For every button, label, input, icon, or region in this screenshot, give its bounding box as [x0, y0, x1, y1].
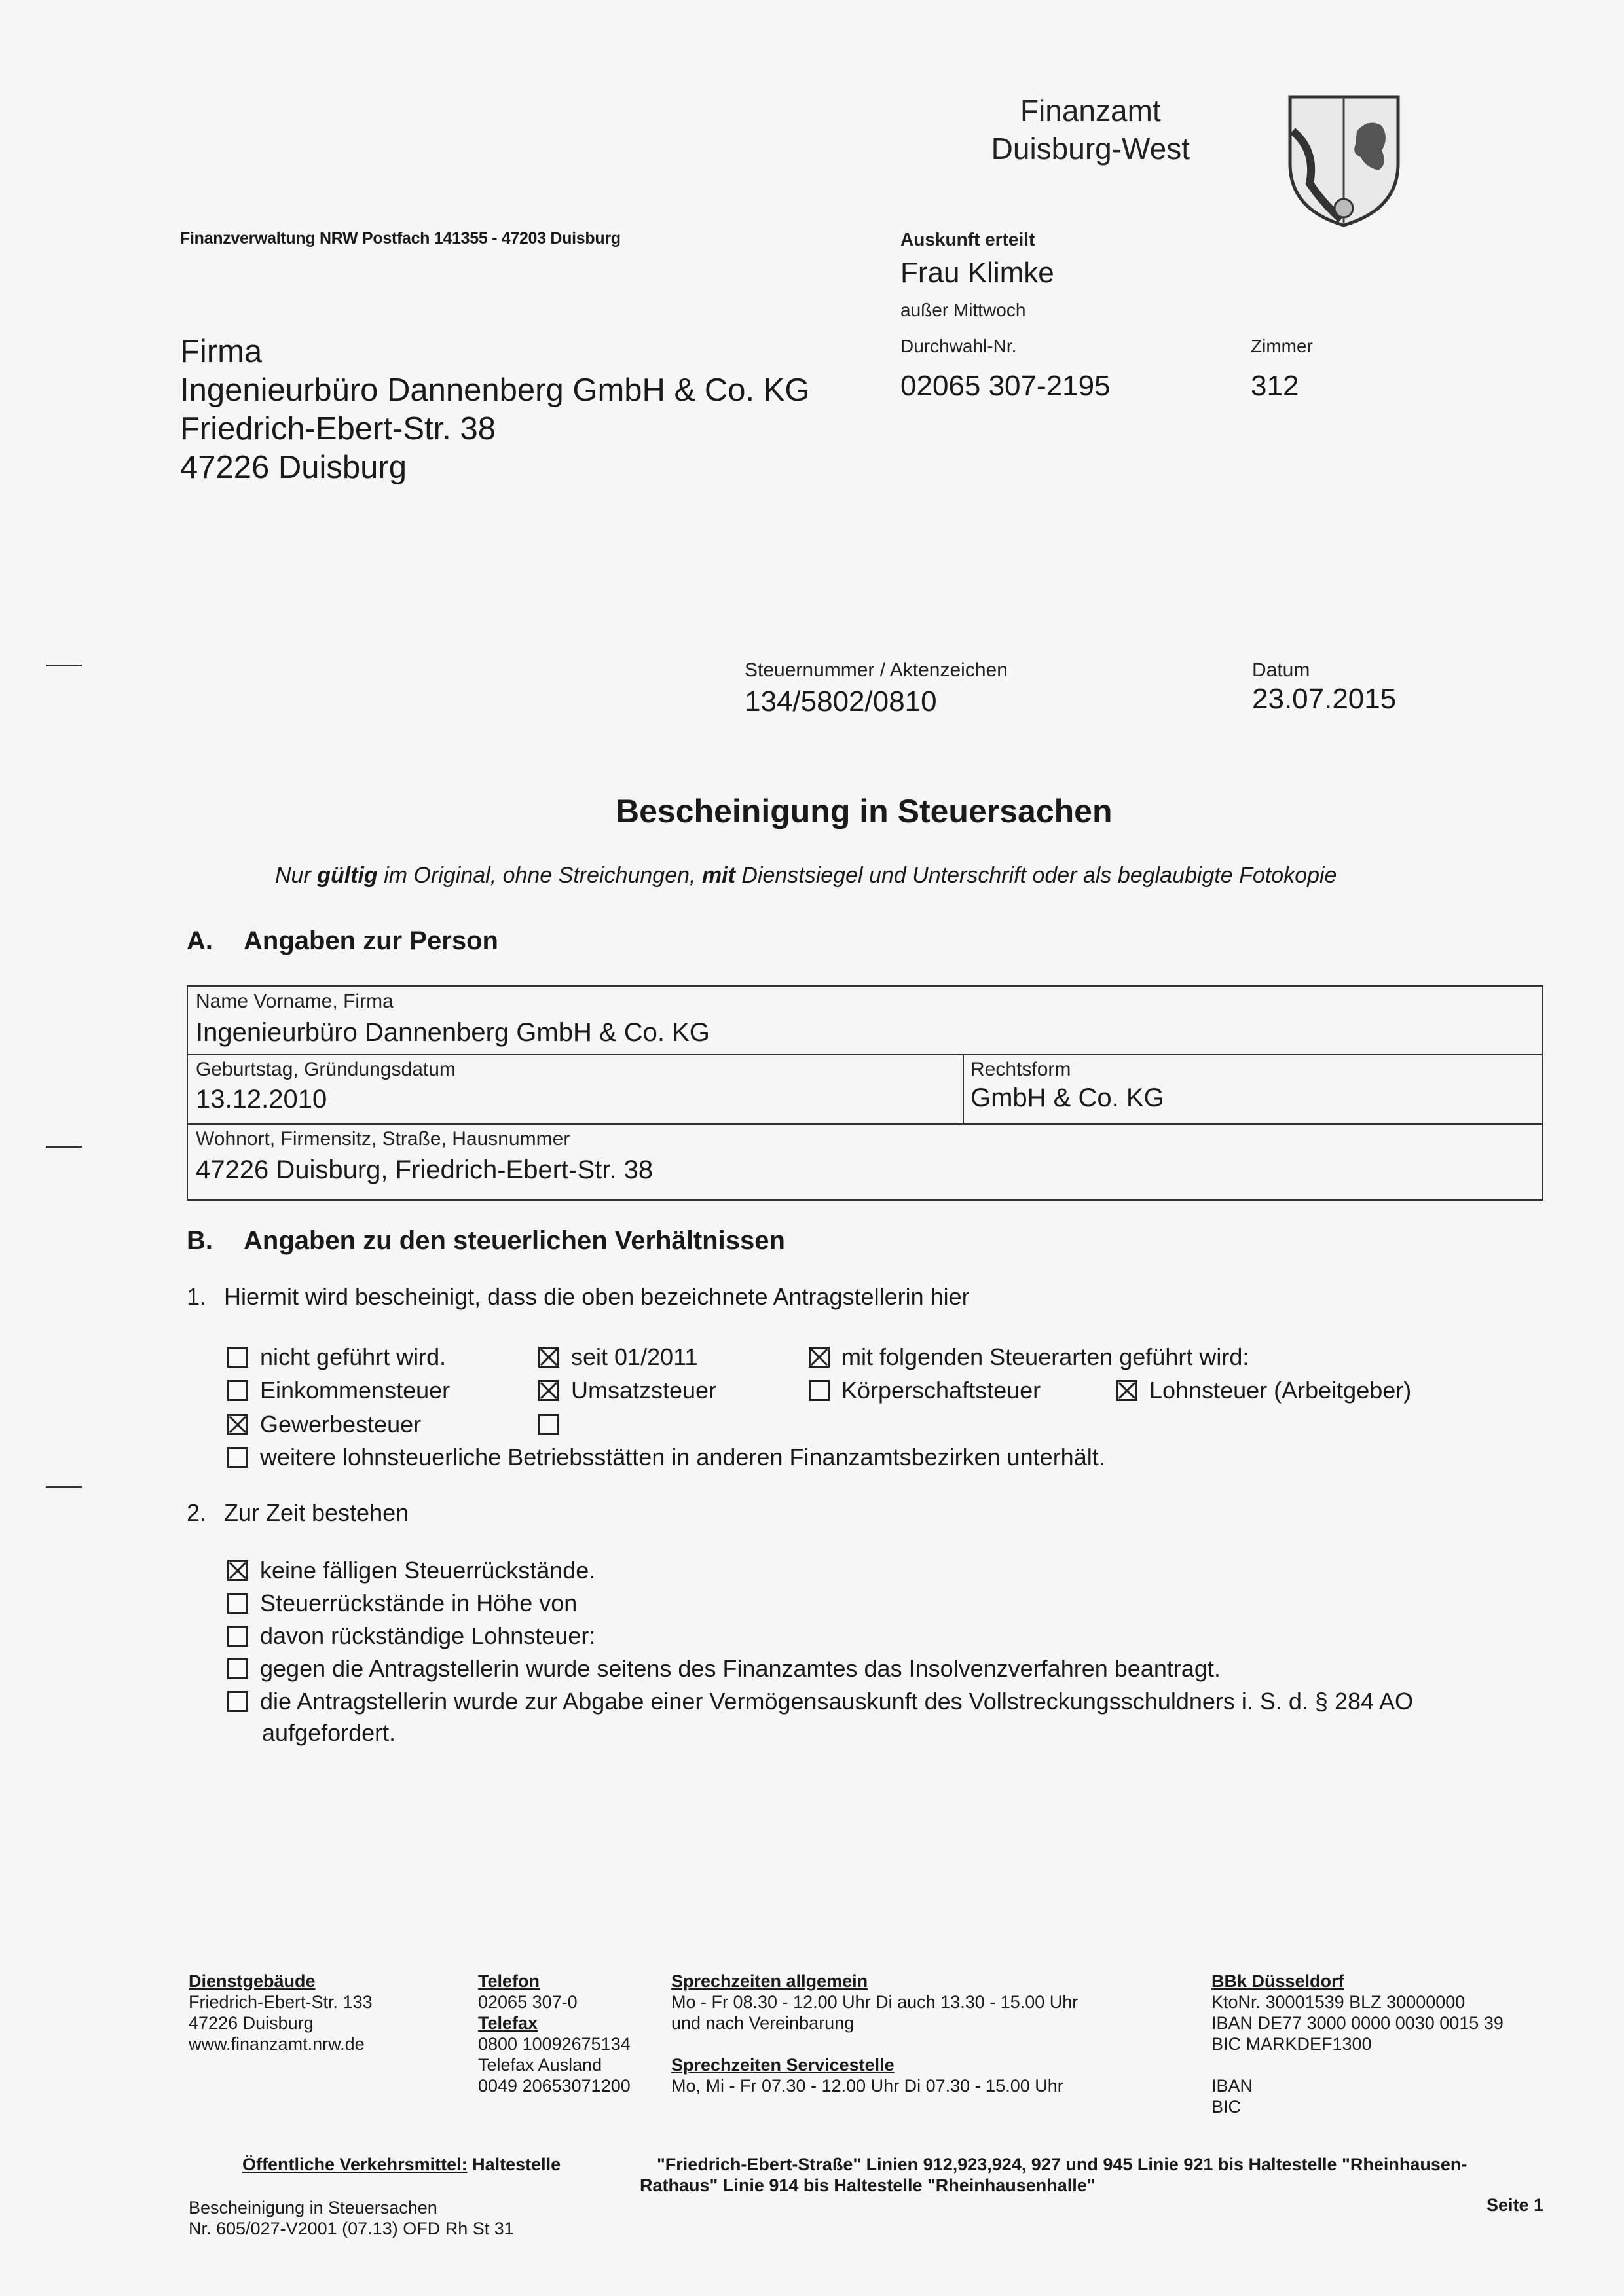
durchwahl-value: 02065 307-2195: [900, 370, 1111, 402]
option-nicht-gefuehrt[interactable]: [227, 1343, 446, 1371]
datum-value: 23.07.2015: [1252, 683, 1397, 715]
validity-emphasis: mit: [701, 863, 735, 888]
checkbox[interactable]: [227, 1593, 248, 1614]
checkbox-checked[interactable]: [227, 1414, 248, 1435]
item-2-number: 2.: [187, 1499, 207, 1526]
validity-text: im Original, ohne Streichungen,: [377, 863, 702, 888]
recipient-address: [180, 333, 809, 487]
option-label: keine fälligen Steuerrückstände.: [260, 1557, 596, 1584]
recipient-line: Firma: [180, 334, 263, 369]
sender-line: Finanzverwaltung NRW Postfach 141355 - 47203 Duisburg: [180, 229, 621, 247]
form-number: Nr. 605/027-V2001 (07.13) OFD Rh St 31: [189, 2219, 514, 2238]
footer-bank: [1211, 1971, 1504, 2117]
footer-building: [189, 1971, 373, 2054]
validity-text: Dienstsiegel und Unterschrift oder als beglaubigte Fotokopie: [735, 863, 1337, 888]
option-seit[interactable]: [538, 1343, 697, 1371]
nrw-coat-of-arms-icon: [1283, 92, 1405, 229]
checkbox[interactable]: [227, 1347, 248, 1368]
option-label: nicht geführt wird.: [260, 1343, 447, 1370]
footer-bic-label: BIC: [1211, 2097, 1242, 2117]
section-a-letter: A.: [187, 926, 213, 955]
checkbox[interactable]: [227, 1691, 248, 1712]
zimmer-label: Zimmer: [1251, 336, 1313, 356]
footer-phone-value: 02065 307-0: [478, 1992, 578, 2012]
steuernummer-label: Steuernummer / Aktenzeichen: [745, 659, 1008, 681]
option-label: davon rückständige Lohnsteuer:: [260, 1622, 596, 1649]
option-lohnsteuer[interactable]: [1116, 1377, 1411, 1404]
form-id: [189, 2197, 514, 2239]
footer-fax-abroad-label: Telefax Ausland: [478, 2055, 602, 2075]
fold-mark: [46, 665, 82, 666]
option-gewerbesteuer[interactable]: [227, 1411, 421, 1438]
section-b-letter: B.: [187, 1226, 213, 1255]
name-value: Ingenieurbüro Dannenberg GmbH & Co. KG: [196, 1018, 710, 1047]
option-label: Einkommensteuer: [260, 1377, 451, 1404]
durchwahl-label: Durchwahl-Nr.: [900, 336, 1017, 356]
option-label: die Antragstellerin wurde zur Abgabe einer Vermögensauskunft des Vollstreckungsschuldners i. S. d. § 284 AO: [260, 1688, 1414, 1715]
option-vermoegensauskunft[interactable]: [227, 1688, 1413, 1715]
fold-mark: [46, 1486, 82, 1488]
validity-note: [275, 863, 1337, 888]
footer-fax-title: Telefax: [478, 2013, 538, 2033]
bleed-through-text: [773, 210, 779, 235]
divider: [188, 1123, 1542, 1125]
option-label: mit folgenden Steuerarten geführt wird:: [841, 1343, 1249, 1370]
availability-note: außer Mittwoch: [900, 300, 1026, 320]
option-lohnsteuer-rueckstand[interactable]: [227, 1622, 595, 1650]
recipient-line: 47226 Duisburg: [180, 450, 407, 485]
option-insolvenzverfahren[interactable]: [227, 1655, 1221, 1683]
option-keine-rueckstaende[interactable]: [227, 1557, 595, 1584]
checkbox-checked[interactable]: [538, 1347, 559, 1368]
person-details-box: [187, 985, 1543, 1201]
checkbox[interactable]: [809, 1380, 830, 1401]
option-empty[interactable]: [538, 1411, 571, 1438]
item-1-text: Hiermit wird bescheinigt, dass die oben bezeichnete Antragstellerin hier: [224, 1283, 970, 1310]
checkbox-checked[interactable]: [538, 1380, 559, 1401]
tax-office-line1: Finanzamt: [1020, 94, 1161, 128]
option-label: seit 01/2011: [571, 1343, 698, 1370]
rechtsform-value: GmbH & Co. KG: [970, 1084, 1164, 1112]
footer-hours-line: Mo - Fr 08.30 - 12.00 Uhr Di auch 13.30 - 15.00 Uhr: [671, 1992, 1079, 2012]
footer-service-title: Sprechzeiten Servicestelle: [671, 2055, 895, 2075]
address-label: Wohnort, Firmensitz, Straße, Hausnummer: [196, 1128, 570, 1150]
option-label: weitere lohnsteuerliche Betriebsstätten in anderen Finanzamtsbezirken unterhält.: [260, 1444, 1105, 1470]
footer-phone: [478, 1971, 631, 2096]
divider: [188, 1054, 1542, 1055]
spacer: [671, 2033, 1078, 2054]
steuernummer-value: 134/5802/0810: [745, 685, 937, 718]
footer-bank-line: KtoNr. 30001539 BLZ 30000000: [1211, 1992, 1466, 2012]
footer-bank-line: IBAN DE77 3000 0000 0030 0015 39: [1211, 2013, 1504, 2033]
checkbox[interactable]: [227, 1626, 248, 1647]
recipient-line: Ingenieurbüro Dannenberg GmbH & Co. KG: [180, 373, 810, 408]
option-einkommensteuer[interactable]: [227, 1377, 450, 1404]
option-koerperschaftsteuer[interactable]: [809, 1377, 1041, 1404]
checkbox-checked[interactable]: [809, 1347, 830, 1368]
checkbox[interactable]: [227, 1380, 248, 1401]
form-title: Bescheinigung in Steuersachen: [189, 2198, 437, 2217]
checkbox[interactable]: [227, 1447, 248, 1468]
birth-label: Geburtstag, Gründungsdatum: [196, 1059, 456, 1080]
auskunft-label: Auskunft erteilt: [900, 229, 1035, 249]
footer-fax-value: 0800 10092675134: [478, 2034, 631, 2054]
tax-office-name: [991, 92, 1190, 168]
option-steuerarten[interactable]: [809, 1343, 1249, 1371]
footer-bank-line: BIC MARKDEF1300: [1211, 2034, 1372, 2054]
item-1-number: 1.: [187, 1283, 207, 1310]
name-label: Name Vorname, Firma: [196, 991, 394, 1012]
footer-transit-lines-2: Rathaus" Linie 914 bis Haltestelle "Rheinhausenhalle": [640, 2176, 1096, 2195]
checkbox-checked[interactable]: [227, 1560, 248, 1581]
datum-label: Datum: [1252, 659, 1310, 681]
checkbox-checked[interactable]: [1116, 1380, 1137, 1401]
option-continuation: aufgefordert.: [262, 1719, 396, 1746]
zimmer-value: 312: [1251, 370, 1299, 402]
option-label: gegen die Antragstellerin wurde seitens des Finanzamtes das Insolvenzverfahren beantragt.: [260, 1655, 1221, 1682]
footer-transit-label: Öffentliche Verkehrsmittel:: [242, 2155, 468, 2174]
footer-iban-label: IBAN: [1211, 2076, 1253, 2096]
option-label: Umsatzsteuer: [571, 1377, 717, 1404]
address-value: 47226 Duisburg, Friedrich-Ebert-Str. 38: [196, 1156, 654, 1184]
footer-transit: [242, 2154, 561, 2175]
footer-website-link[interactable]: www.finanzamt.nrw.de: [189, 2034, 365, 2054]
footer-transit-stop: Haltestelle: [472, 2155, 561, 2174]
checkbox[interactable]: [538, 1414, 559, 1435]
spacer: [1211, 2054, 1504, 2075]
fold-mark: [46, 1146, 82, 1148]
footer-fax-abroad-value: 0049 20653071200: [478, 2076, 631, 2096]
option-label: Lohnsteuer (Arbeitgeber): [1149, 1377, 1412, 1404]
option-weitere-betriebsstaetten[interactable]: [227, 1444, 1105, 1471]
section-a-heading: Angaben zur Person: [244, 926, 498, 955]
rechtsform-label: Rechtsform: [970, 1059, 1071, 1080]
option-rueckstaende-hoehe[interactable]: [227, 1590, 577, 1617]
checkbox[interactable]: [227, 1658, 248, 1679]
validity-text: Nur: [275, 863, 318, 888]
footer-hours-title: Sprechzeiten allgemein: [671, 1971, 868, 1991]
footer-phone-title: Telefon: [478, 1971, 540, 1991]
footer-building-street: Friedrich-Ebert-Str. 133: [189, 1992, 373, 2012]
footer-hours-line: und nach Vereinbarung: [671, 2013, 855, 2033]
validity-emphasis: gültig: [317, 863, 378, 888]
footer-office-hours: [671, 1971, 1078, 2096]
section-b-heading: Angaben zu den steuerlichen Verhältnissen: [244, 1226, 785, 1255]
option-label: Steuerrückstände in Höhe von: [260, 1590, 578, 1616]
option-label: Körperschaftsteuer: [841, 1377, 1041, 1404]
option-label: Gewerbesteuer: [260, 1411, 422, 1438]
footer-bank-title: BBk Düsseldorf: [1211, 1971, 1344, 1991]
footer-transit-lines: "Friedrich-Ebert-Straße" Linien 912,923,924, 927 und 945 Linie 921 bis Haltestelle "Rheinhausen-: [657, 2155, 1467, 2174]
birth-value: 13.12.2010: [196, 1085, 327, 1114]
option-umsatzsteuer[interactable]: [538, 1377, 716, 1404]
tax-office-line2: Duisburg-West: [991, 132, 1190, 166]
footer-building-city: 47226 Duisburg: [189, 2013, 314, 2033]
divider: [963, 1054, 964, 1123]
recipient-line: Friedrich-Ebert-Str. 38: [180, 411, 496, 446]
document-title: Bescheinigung in Steuersachen: [616, 793, 1113, 829]
footer-building-title: Dienstgebäude: [189, 1971, 316, 1991]
auskunft-name: Frau Klimke: [900, 257, 1054, 289]
footer-service-line: Mo, Mi - Fr 07.30 - 12.00 Uhr Di 07.30 - 15.00 Uhr: [671, 2076, 1063, 2096]
item-2-text: Zur Zeit bestehen: [224, 1499, 409, 1526]
page-number: Seite 1: [1486, 2195, 1544, 2215]
